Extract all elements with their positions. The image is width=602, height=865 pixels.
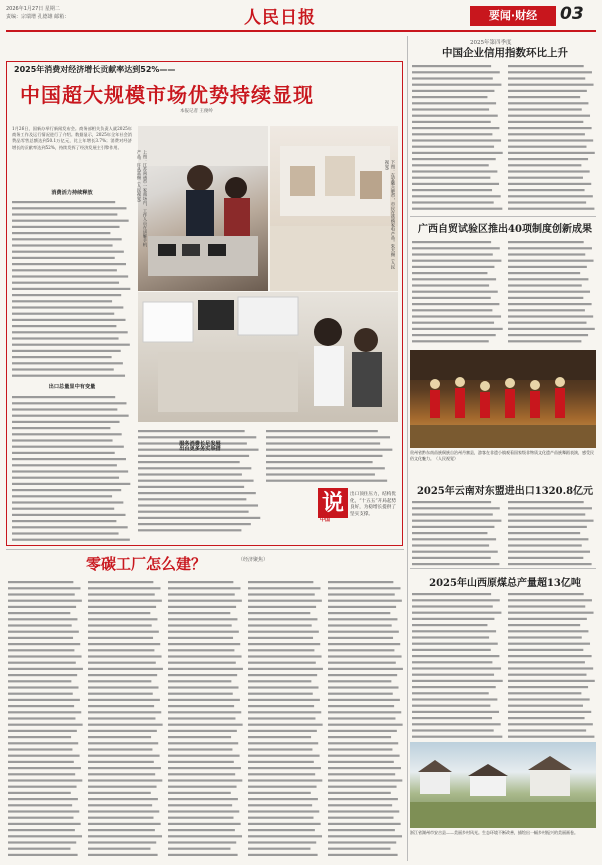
shopping-mall-photo [138,126,268,291]
village-caption: 浙江省湖州市安吉县——美丽乡村风光。生态环境不断改善，描绘出一幅乡村振兴的美丽画卷。 [410,830,578,835]
body-text-block [412,498,504,566]
section-divider [410,568,596,569]
body-text-block [168,578,244,860]
column-rule [407,36,408,861]
body-text-block [508,62,596,212]
appliance-store-photo [138,292,398,422]
quote-mark-badge: 说 [318,488,348,518]
date-line: 2026年1月27日 星期二 [6,6,60,12]
newspaper-logo: 人民日报 [244,8,316,28]
village-photo [410,742,596,828]
body-text-block [412,238,504,348]
body-text-block [12,393,132,543]
body-text-block [508,238,596,348]
right-pretitle: 2025年第四季度 [470,40,512,46]
credit-index-headline: 中国企业信用指数环比上升 [442,47,568,59]
section-label: 要闻·财经 [470,6,556,26]
photo-caption-vertical: 上图：江苏南通市一家商场内，工作人员在讲解手机产品。许从富摄（人民视觉） [137,150,148,247]
yunnan-headline: 2025年云南对东盟进出口1320.8亿元 [416,486,594,497]
header-meta [6,5,196,21]
body-text-block [412,62,504,212]
folk-dance-photo [410,350,596,448]
editors-line: 责编：宗瑞增 孔德雄 邮箱： [6,14,70,20]
guangxi-headline: 广西自贸试验区推出40项制度创新成果 [418,224,592,235]
body-text-block [88,578,164,860]
subhead-measures: 出台更多务实举措 [179,446,221,452]
body-text-block [412,590,504,740]
subhead-export: 出口总量显中有变量 [48,384,96,390]
subhead-consumption: 消费活力持续释放 [51,190,93,196]
folk-dance-caption: 贵州省黔东南苗族侗族自治州丹寨县，游客在非遗小镇观看国家级非物质文化遗产苗族舞蹈表演，感受民俗文化魅力。（人民视觉） [410,450,594,461]
body-text-block [248,578,324,860]
section-divider [410,216,596,217]
body-text-block [8,578,84,860]
factory-headline: 零碳工厂怎么建？ [86,555,207,573]
header-rule [6,30,596,32]
body-text-block [266,427,396,487]
body-text-block [12,198,132,378]
factory-subline: （经济聚焦） [238,557,269,563]
body-text-block [328,578,404,860]
section-divider [6,549,404,550]
shanxi-headline: 2025年山西原煤总产量超13亿吨 [429,578,581,589]
quote-text: 出口顶住压力，结构优化，“十五五”开局起势良好，为稳增长提供了坚实支撑。 [350,492,397,517]
main-byline: 本报记者 王俊岭 [180,109,213,114]
lead-paragraph: 1月26日，国新办举行新闻发布会。商务部相关负责人就2025年商务工作及运行情况进行了介绍。数据显示，2025年全年社会消费品零售总额达到50.1万亿元，比上年增长3.7%；消费对经济增长的贡献率达到52%，持续发挥了经济发展主引擎作用。 [12,126,132,150]
page-number: 03 [560,4,584,24]
quote-tag: 中国 [320,517,331,523]
body-text-block [508,498,596,566]
subhead-service: 服务消费长足发展 [179,441,221,447]
photo-caption-right: 下图：在安徽合肥市，市民在选购家电产品。朱天摄（人民视觉） [385,160,396,269]
main-headline: 中国超大规模市场优势持续显现 [20,83,314,107]
main-kicker: 2025年消费对经济增长贡献率达到52%—— [14,65,176,74]
body-text-block [508,590,596,740]
